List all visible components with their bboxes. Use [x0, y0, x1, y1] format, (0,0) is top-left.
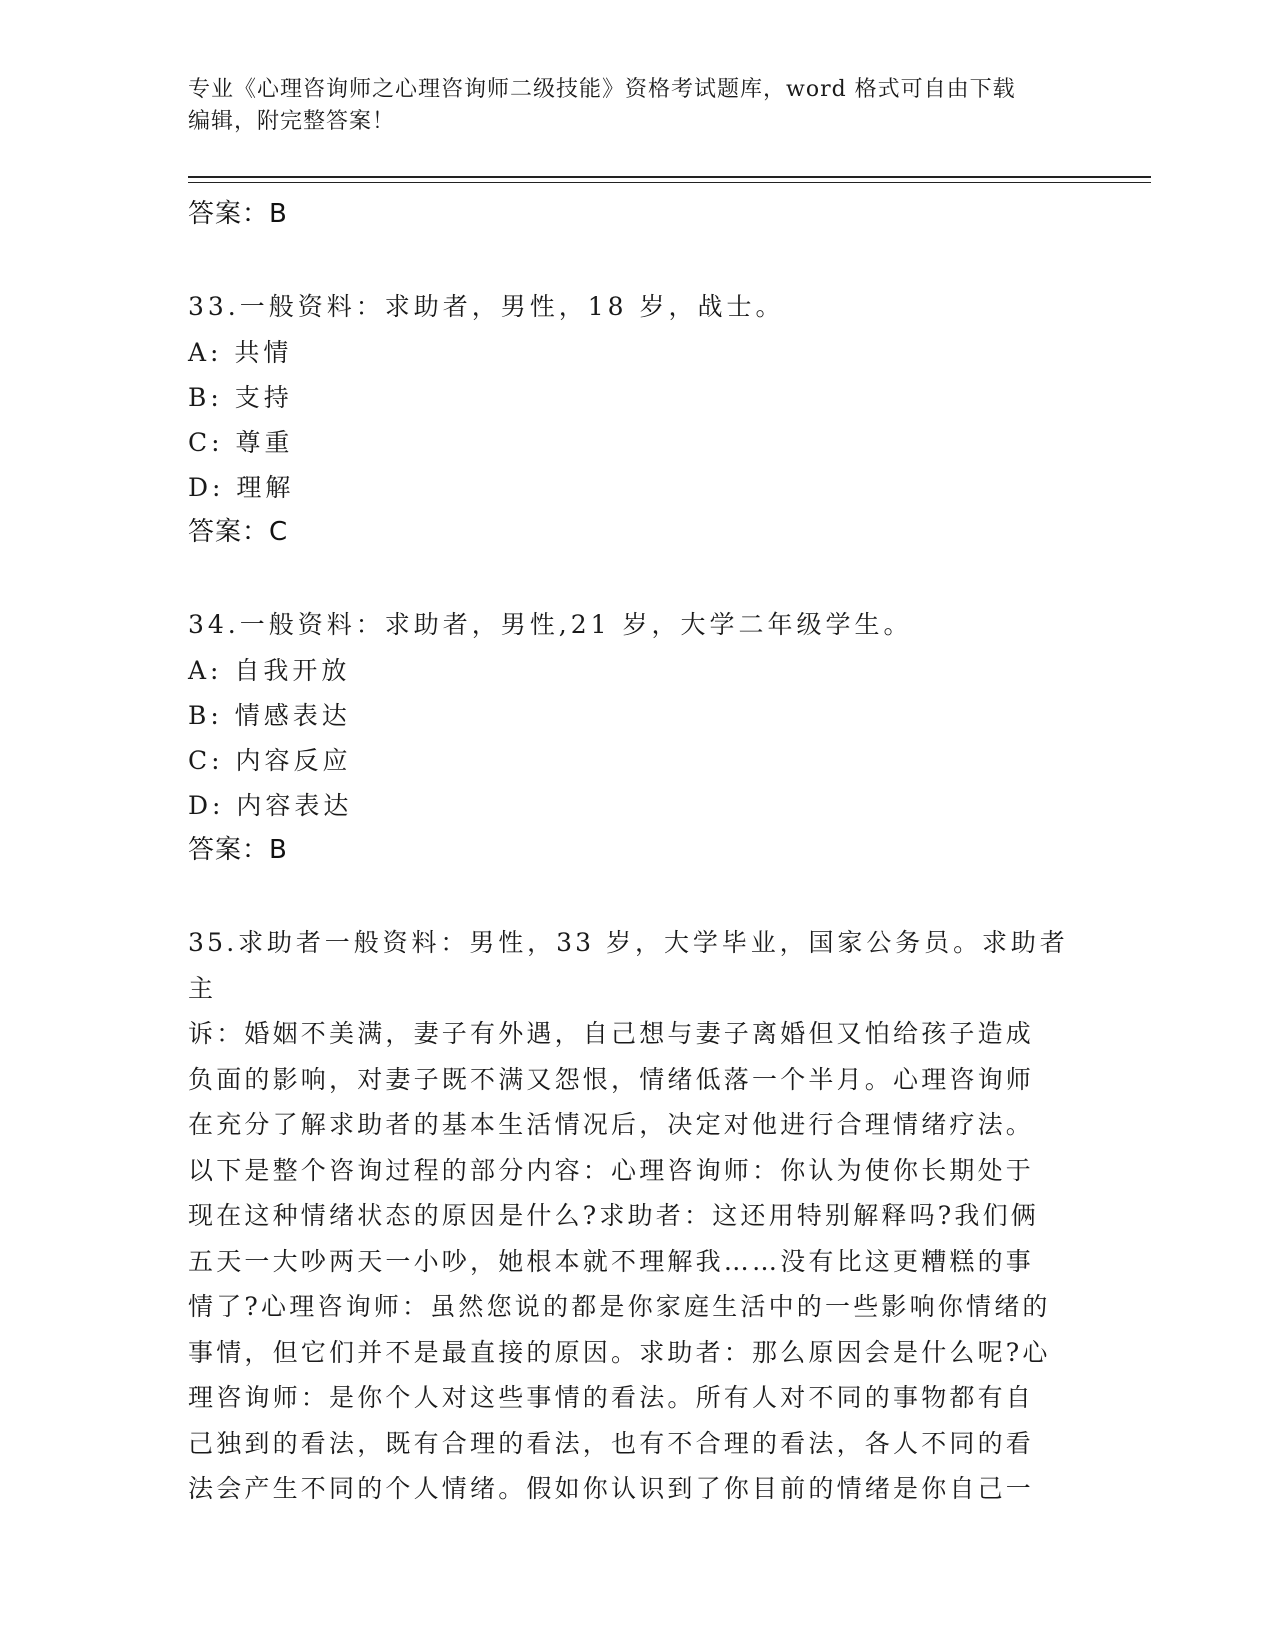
question-stem: 33.一般资料：求助者，男性，18 岁，战士。	[188, 292, 785, 321]
answer: 答案：C	[188, 517, 289, 547]
paragraph-line: 诉：婚姻不美满，妻子有外遇，自己想与妻子离婚但又怕给孩子造成	[188, 1019, 1035, 1048]
option-d: D: 理解	[188, 473, 295, 502]
question-33	[188, 284, 1088, 554]
paragraph-line: 以下是整个咨询过程的部分内容：心理咨询师：你认为使你长期处于	[188, 1155, 1035, 1185]
paragraph-line: 35.求助者一般资料：男性，33 岁，大学毕业，国家公务员。求助者主	[188, 928, 1068, 1003]
option-c: C: 尊重	[188, 428, 294, 457]
question-stem: 34.一般资料：求助者，男性,21 岁，大学二年级学生。	[188, 610, 913, 639]
document-header	[188, 74, 1068, 138]
paragraph-line: 事情，但它们并不是最直接的原因。求助者：那么原因会是什么呢?心	[188, 1337, 1051, 1367]
header-line-1: 专业《心理咨询师之心理咨询师二级技能》资格考试题库，word 格式可自由下载	[188, 77, 1016, 102]
paragraph-line: 己独到的看法，既有合理的看法，也有不合理的看法，各人不同的看	[188, 1428, 1035, 1458]
question-35	[188, 920, 1068, 1512]
option-c: C: 内容反应	[188, 746, 352, 775]
spacer	[188, 236, 1088, 284]
header-divider-thick	[188, 176, 1151, 178]
paragraph-line: 理咨询师：是你个人对这些事情的看法。所有人对不同的事物都有自	[188, 1383, 1035, 1412]
option-a: A: 自我开放	[188, 656, 351, 685]
option-b: B: 支持	[188, 383, 293, 412]
paragraph-line: 法会产生不同的个人情绪。假如你认识到了你目前的情绪是你自己一	[188, 1474, 1035, 1503]
paragraph-line: 现在这种情绪状态的原因是什么?求助者：这还用特别解释吗?我们俩	[188, 1201, 1040, 1230]
header-line-2: 编辑，附完整答案！	[188, 109, 396, 134]
paragraph-line: 情了?心理咨询师：虽然您说的都是你家庭生活中的一些影响你情绪的	[188, 1292, 1051, 1321]
spacer	[188, 554, 1088, 602]
option-b: B: 情感表达	[188, 701, 351, 730]
paragraph-line: 负面的影响，对妻子既不满又怨恨，情绪低落一个半月。心理咨询师	[188, 1064, 1035, 1094]
option-d: D: 内容表达	[188, 791, 353, 820]
spacer	[188, 872, 1088, 920]
answer-previous: 答案：B	[188, 199, 288, 229]
option-a: A: 共情	[188, 338, 293, 367]
paragraph-line: 在充分了解求助者的基本生活情况后，决定对他进行合理情绪疗法。	[188, 1110, 1035, 1139]
answer: 答案：B	[188, 835, 288, 865]
header-divider-thin	[188, 182, 1151, 183]
question-34	[188, 602, 1088, 872]
paragraph-line: 五天一大吵两天一小吵，她根本就不理解我……没有比这更糟糕的事	[188, 1246, 1035, 1276]
document-body	[188, 192, 1088, 1512]
